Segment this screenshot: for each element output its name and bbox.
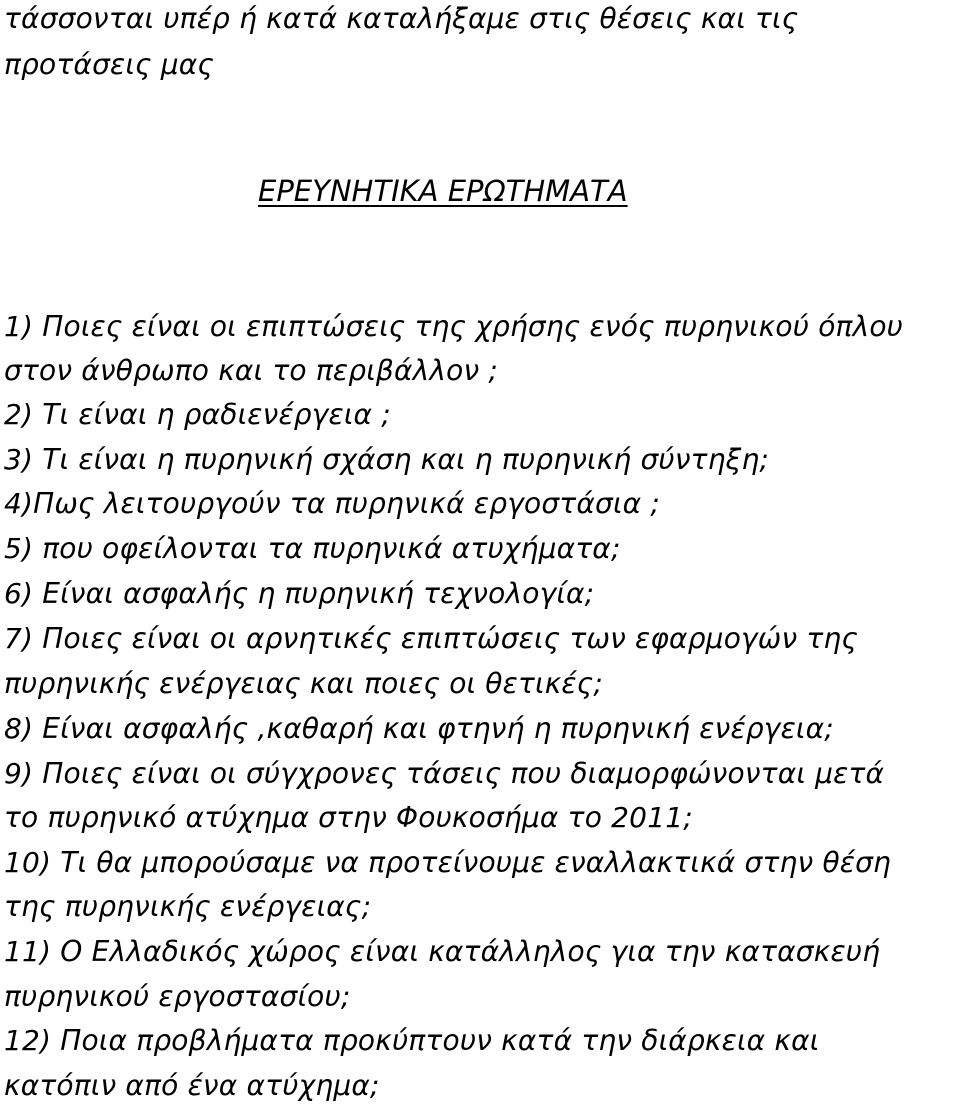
research-questions-heading: ΕΡΕΥΝΗΤΙΚΑ ΕΡΩΤΗΜΑΤΑ <box>258 174 628 208</box>
question-line-14: της πυρηνικής ενέργειας; <box>4 890 372 923</box>
question-line-4: 3) Τι είναι η πυρηνική σχάση και η πυρηνική σύντηξη; <box>4 443 770 476</box>
question-line-8: 7) Ποιες είναι οι αρνητικές επιπτώσεις των εφαρμογών της <box>4 622 859 655</box>
question-line-7: 6) Είναι ασφαλής η πυρηνική τεχνολογία; <box>4 577 595 610</box>
question-line-11: 9) Ποιες είναι οι σύγχρονες τάσεις που διαμορφώνονται μετά <box>4 757 885 790</box>
question-line-2: στον άνθρωπο και το περιβάλλον ; <box>4 354 499 387</box>
intro-line-2: προτάσεις μας <box>4 48 215 81</box>
question-line-17: 12) Ποια προβλήματα προκύπτουν κατά την διάρκεια και <box>4 1024 820 1057</box>
question-line-18: κατόπιν από ένα ατύχημα; <box>4 1069 380 1102</box>
question-line-5: 4)Πως λειτουργούν τα πυρηνικά εργοστάσια ; <box>4 487 661 520</box>
question-line-12: το πυρηνικό ατύχημα στην Φουκοσήμα το 2011; <box>4 801 693 834</box>
question-line-15: 11) Ο Ελλαδικός χώρος είναι κατάλληλος για την κατασκευή <box>4 935 881 968</box>
question-line-3: 2) Τι είναι η ραδιενέργεια ; <box>4 398 391 431</box>
question-line-10: 8) Είναι ασφαλής ,καθαρή και φτηνή η πυρηνική ενέργεια; <box>4 712 834 745</box>
intro-line-1: τάσσονται υπέρ ή κατά καταλήξαμε στις θέσεις και τις <box>4 2 799 35</box>
question-line-16: πυρηνικού εργοστασίου; <box>4 980 351 1013</box>
question-line-9: πυρηνικής ενέργειας και ποιες οι θετικές; <box>4 667 604 700</box>
question-line-13: 10) Τι θα μπορούσαμε να προτείνουμε εναλλακτικά στην θέση <box>4 846 892 879</box>
question-line-1: 1) Ποιες είναι οι επιπτώσεις της χρήσης ενός πυρηνικού όπλου <box>4 310 904 343</box>
question-line-6: 5) που οφείλονται τα πυρηνικά ατυχήματα; <box>4 532 621 565</box>
